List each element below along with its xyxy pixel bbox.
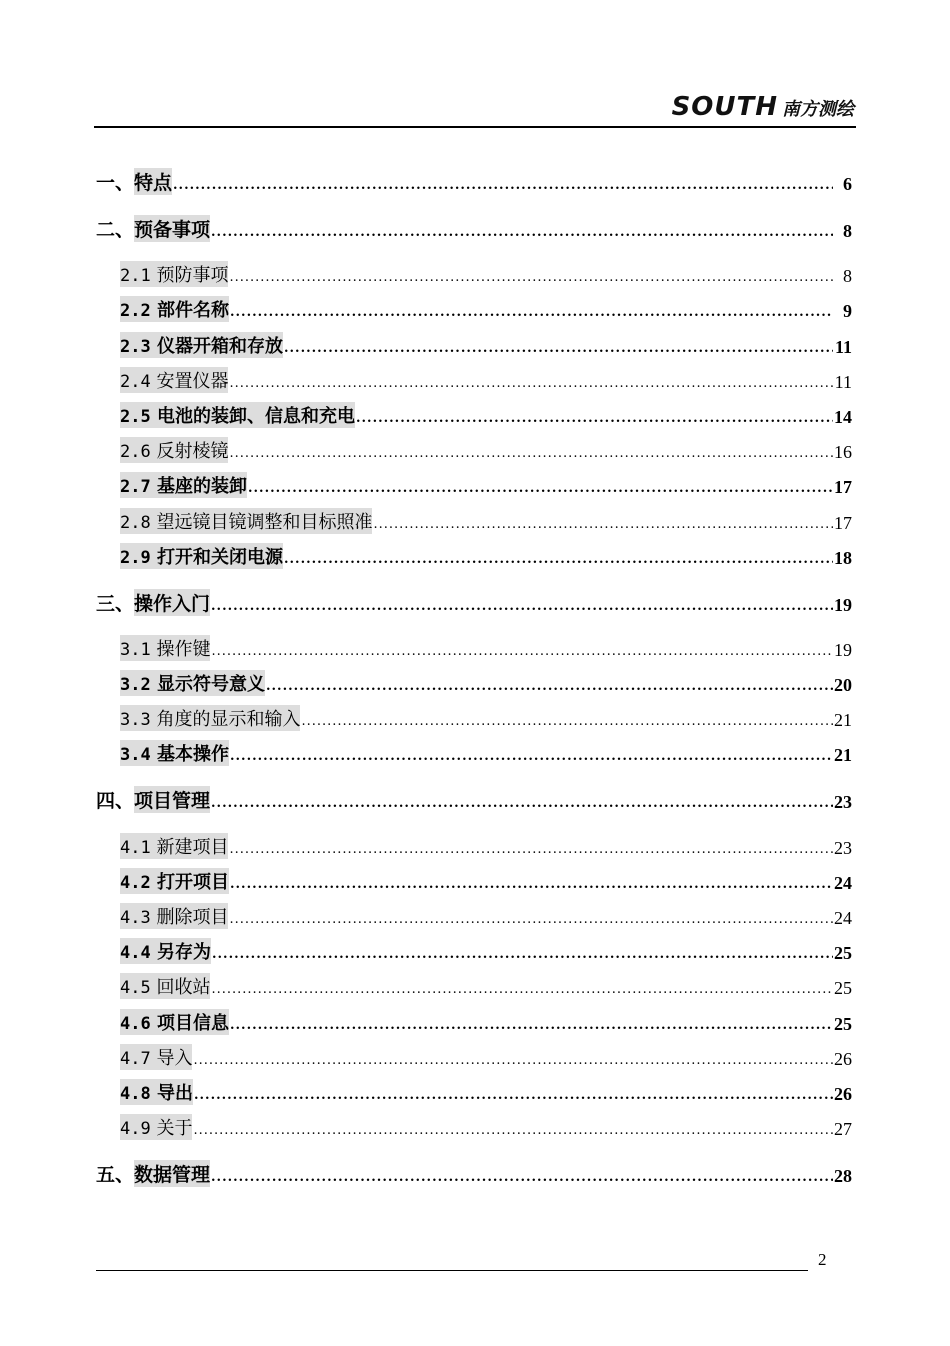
toc-leader-dots bbox=[211, 1170, 833, 1187]
toc-leader-dots bbox=[173, 178, 833, 195]
toc-section-number: 3.4 bbox=[120, 745, 151, 766]
toc-section-title: 项目信息 bbox=[157, 1012, 229, 1034]
toc-section-label bbox=[120, 635, 210, 661]
toc-section-title: 打开项目 bbox=[157, 871, 229, 893]
toc-section-label bbox=[120, 402, 355, 428]
toc-section-title: 角度的显示和输入 bbox=[156, 709, 301, 731]
toc-page-number: 25 bbox=[834, 978, 852, 999]
toc-leader-dots bbox=[230, 749, 833, 766]
toc-section-title: 另存为 bbox=[157, 942, 211, 964]
toc-leader-dots bbox=[193, 1123, 833, 1140]
toc-page-number: 23 bbox=[834, 792, 852, 813]
toc-section-number: 4.8 bbox=[120, 1083, 151, 1104]
toc-leader-dots bbox=[229, 270, 833, 287]
toc-section-label bbox=[120, 833, 228, 859]
toc-page-number: 8 bbox=[843, 221, 852, 241]
toc-section-4-4[interactable] bbox=[96, 929, 852, 964]
toc-section-2-4[interactable] bbox=[96, 358, 852, 393]
toc-section-number: 4.3 bbox=[120, 908, 151, 928]
toc-section-label bbox=[120, 938, 211, 964]
toc-section-title: 基座的装卸 bbox=[157, 476, 247, 498]
toc-section-2-2[interactable] bbox=[96, 287, 852, 322]
toc-leader-dots bbox=[248, 481, 833, 498]
toc-section-title: 关于 bbox=[156, 1118, 193, 1140]
toc-section-number: 4.1 bbox=[120, 837, 151, 858]
toc-section-label bbox=[120, 1009, 229, 1035]
footer-divider bbox=[96, 1270, 808, 1271]
toc-section-title: 显示符号意义 bbox=[157, 674, 265, 696]
toc-page-number: 9 bbox=[843, 301, 852, 322]
toc-section-title: 导入 bbox=[156, 1047, 193, 1069]
toc-leader-dots bbox=[230, 305, 833, 322]
toc-section-3-2[interactable] bbox=[96, 661, 852, 696]
toc-section-3-4[interactable] bbox=[96, 731, 852, 766]
toc-page-number: 8 bbox=[843, 266, 852, 287]
toc-section-label bbox=[120, 973, 210, 999]
south-logo bbox=[672, 92, 854, 122]
toc-page-number: 26 bbox=[834, 1083, 852, 1104]
toc-section-title: 删除项目 bbox=[156, 907, 229, 928]
toc-chapter-number: 二、 bbox=[96, 219, 135, 241]
toc-chapter-2[interactable] bbox=[96, 207, 852, 242]
toc-section-number: 4.2 bbox=[120, 872, 151, 893]
toc-section-title: 基本操作 bbox=[157, 744, 229, 766]
toc-section-number: 4.6 bbox=[120, 1013, 151, 1034]
toc-page-number: 19 bbox=[834, 639, 852, 660]
toc-section-4-3[interactable] bbox=[96, 894, 852, 929]
toc-page-number: 25 bbox=[834, 943, 852, 964]
toc-section-label bbox=[120, 740, 229, 766]
toc-leader-dots bbox=[229, 446, 833, 463]
toc-chapter-title: 项目管理 bbox=[134, 786, 210, 813]
toc-section-number: 2.1 bbox=[120, 266, 151, 287]
toc-section-3-3[interactable] bbox=[96, 696, 852, 731]
toc-leader-dots bbox=[284, 552, 833, 569]
toc-section-2-3[interactable] bbox=[96, 322, 852, 357]
toc-section-title: 回收站 bbox=[156, 977, 211, 999]
toc-section-number: 2.2 bbox=[120, 301, 151, 322]
toc-section-4-2[interactable] bbox=[96, 859, 852, 894]
toc-section-label bbox=[120, 508, 372, 534]
toc-section-number: 4.7 bbox=[120, 1048, 151, 1069]
toc-section-number: 2.4 bbox=[120, 371, 151, 392]
toc-section-number: 2.7 bbox=[120, 477, 151, 498]
toc-page-number: 17 bbox=[834, 477, 852, 498]
toc-section-2-6[interactable] bbox=[96, 428, 852, 463]
toc-section-number: 2.3 bbox=[120, 336, 151, 357]
toc-section-title: 电池的装卸、信息和充电 bbox=[157, 405, 355, 427]
toc-section-title: 安置仪器 bbox=[156, 370, 229, 392]
toc-leader-dots bbox=[211, 796, 833, 813]
toc-leader-dots bbox=[193, 1053, 833, 1070]
toc-section-2-5[interactable] bbox=[96, 393, 852, 428]
toc-page-number: 27 bbox=[834, 1119, 852, 1140]
toc-page-number: 26 bbox=[834, 1048, 852, 1069]
toc-page-number: 18 bbox=[834, 547, 852, 568]
toc-chapter-4[interactable] bbox=[96, 778, 852, 813]
toc-leader-dots bbox=[301, 714, 833, 731]
toc-section-4-5[interactable] bbox=[96, 964, 852, 999]
toc-chapter-title: 预备事项 bbox=[134, 215, 210, 242]
toc-section-number: 2.6 bbox=[120, 442, 151, 463]
toc-section-number: 4.4 bbox=[120, 943, 151, 964]
toc-page-number: 19 bbox=[834, 594, 852, 615]
toc-section-number: 4.5 bbox=[120, 978, 151, 999]
toc-section-number: 3.3 bbox=[120, 710, 151, 731]
toc-section-label bbox=[120, 261, 228, 287]
toc-leader-dots bbox=[194, 1088, 833, 1105]
toc-page-number: 16 bbox=[834, 442, 852, 463]
toc-leader-dots bbox=[211, 982, 833, 999]
toc-section-number: 2.8 bbox=[120, 512, 151, 533]
toc-leader-dots bbox=[211, 644, 833, 661]
toc-leader-dots bbox=[284, 341, 833, 358]
toc-page-number: 21 bbox=[834, 745, 852, 766]
toc-section-label bbox=[120, 903, 228, 929]
toc-section-label bbox=[120, 1079, 193, 1105]
toc-section-label bbox=[120, 296, 229, 322]
toc-section-number: 3.2 bbox=[120, 675, 151, 696]
toc-page-number: 24 bbox=[834, 908, 852, 928]
toc-leader-dots bbox=[266, 679, 833, 696]
toc-leader-dots bbox=[229, 842, 833, 859]
toc-section-label bbox=[120, 670, 265, 696]
toc-chapter-4-sections bbox=[96, 813, 852, 1140]
toc-section-label bbox=[120, 472, 247, 498]
toc-leader-dots bbox=[211, 225, 833, 242]
toc-chapter-title: 操作入门 bbox=[134, 589, 210, 616]
toc-section-label bbox=[120, 367, 228, 393]
toc-page-number: 17 bbox=[834, 512, 852, 533]
toc-chapter-number: 三、 bbox=[96, 592, 135, 615]
toc-section-title: 部件名称 bbox=[157, 300, 229, 322]
toc-page-number: 24 bbox=[834, 872, 852, 893]
toc-page-number: 11 bbox=[834, 371, 852, 392]
toc-section-number: 2.5 bbox=[120, 406, 151, 427]
toc-section-2-1[interactable] bbox=[96, 252, 852, 287]
toc-section-label bbox=[120, 705, 300, 731]
toc-chapter-3[interactable] bbox=[96, 581, 852, 616]
toc-section-title: 新建项目 bbox=[156, 836, 229, 858]
footer-page-number: 2 bbox=[818, 1250, 827, 1269]
toc-section-label bbox=[120, 543, 283, 569]
toc-leader-dots bbox=[229, 912, 833, 929]
toc-leader-dots bbox=[230, 877, 833, 894]
toc-section-title: 打开和关闭电源 bbox=[157, 546, 283, 568]
toc-chapter-number: 一、 bbox=[96, 172, 135, 194]
toc-section-2-7[interactable] bbox=[96, 463, 852, 498]
toc-section-label bbox=[120, 868, 229, 894]
toc-chapter-1[interactable] bbox=[96, 160, 852, 195]
toc-section-number: 4.9 bbox=[120, 1119, 151, 1140]
toc-leader-dots bbox=[211, 599, 833, 616]
toc-chapter-number: 四、 bbox=[96, 790, 135, 813]
toc-page-number: 21 bbox=[834, 710, 852, 731]
toc-section-label bbox=[120, 1114, 192, 1140]
brand-name-cn: 南方测绘 bbox=[782, 99, 854, 120]
toc-section-title: 操作键 bbox=[156, 638, 211, 660]
toc-chapter-title: 特点 bbox=[134, 168, 172, 195]
toc-leader-dots bbox=[229, 376, 833, 393]
toc-section-4-8[interactable] bbox=[96, 1070, 852, 1105]
toc-leader-dots bbox=[212, 947, 833, 964]
toc-section-number: 3.1 bbox=[120, 639, 151, 660]
toc-section-label bbox=[120, 437, 228, 463]
toc-leader-dots bbox=[373, 517, 833, 534]
toc-chapter-title: 数据管理 bbox=[134, 1160, 210, 1187]
toc-section-title: 导出 bbox=[157, 1082, 193, 1104]
table-of-contents bbox=[96, 160, 852, 1187]
toc-section-4-7[interactable] bbox=[96, 1035, 852, 1070]
toc-page-number: 11 bbox=[834, 336, 852, 357]
toc-leader-dots bbox=[230, 1018, 833, 1035]
toc-section-2-8[interactable] bbox=[96, 498, 852, 533]
header-divider bbox=[94, 126, 856, 128]
toc-section-title: 预防事项 bbox=[156, 265, 229, 287]
toc-section-label bbox=[120, 1044, 192, 1070]
toc-page-number: 28 bbox=[834, 1166, 852, 1187]
toc-page-number: 14 bbox=[834, 406, 852, 427]
toc-section-number: 2.9 bbox=[120, 547, 151, 568]
toc-chapter-number: 五、 bbox=[96, 1164, 135, 1187]
toc-chapter-2-sections bbox=[96, 242, 852, 569]
toc-section-4-9[interactable] bbox=[96, 1105, 852, 1140]
toc-page-number: 20 bbox=[834, 675, 852, 696]
toc-chapter-5[interactable] bbox=[96, 1152, 852, 1187]
toc-section-title: 仪器开箱和存放 bbox=[157, 335, 283, 357]
toc-section-2-9[interactable] bbox=[96, 534, 852, 569]
toc-leader-dots bbox=[356, 411, 833, 428]
toc-section-title: 望远镜目镜调整和目标照准 bbox=[156, 511, 373, 533]
toc-section-4-1[interactable] bbox=[96, 823, 852, 858]
brand-name: SOUTH bbox=[671, 92, 778, 122]
toc-section-3-1[interactable] bbox=[96, 626, 852, 661]
toc-section-label bbox=[120, 332, 283, 358]
toc-page-number: 25 bbox=[834, 1013, 852, 1034]
toc-chapter-3-sections bbox=[96, 616, 852, 767]
toc-section-title: 反射棱镜 bbox=[156, 441, 229, 463]
toc-section-4-6[interactable] bbox=[96, 999, 852, 1034]
toc-page-number: 6 bbox=[843, 174, 852, 194]
toc-page-number: 23 bbox=[834, 837, 852, 858]
